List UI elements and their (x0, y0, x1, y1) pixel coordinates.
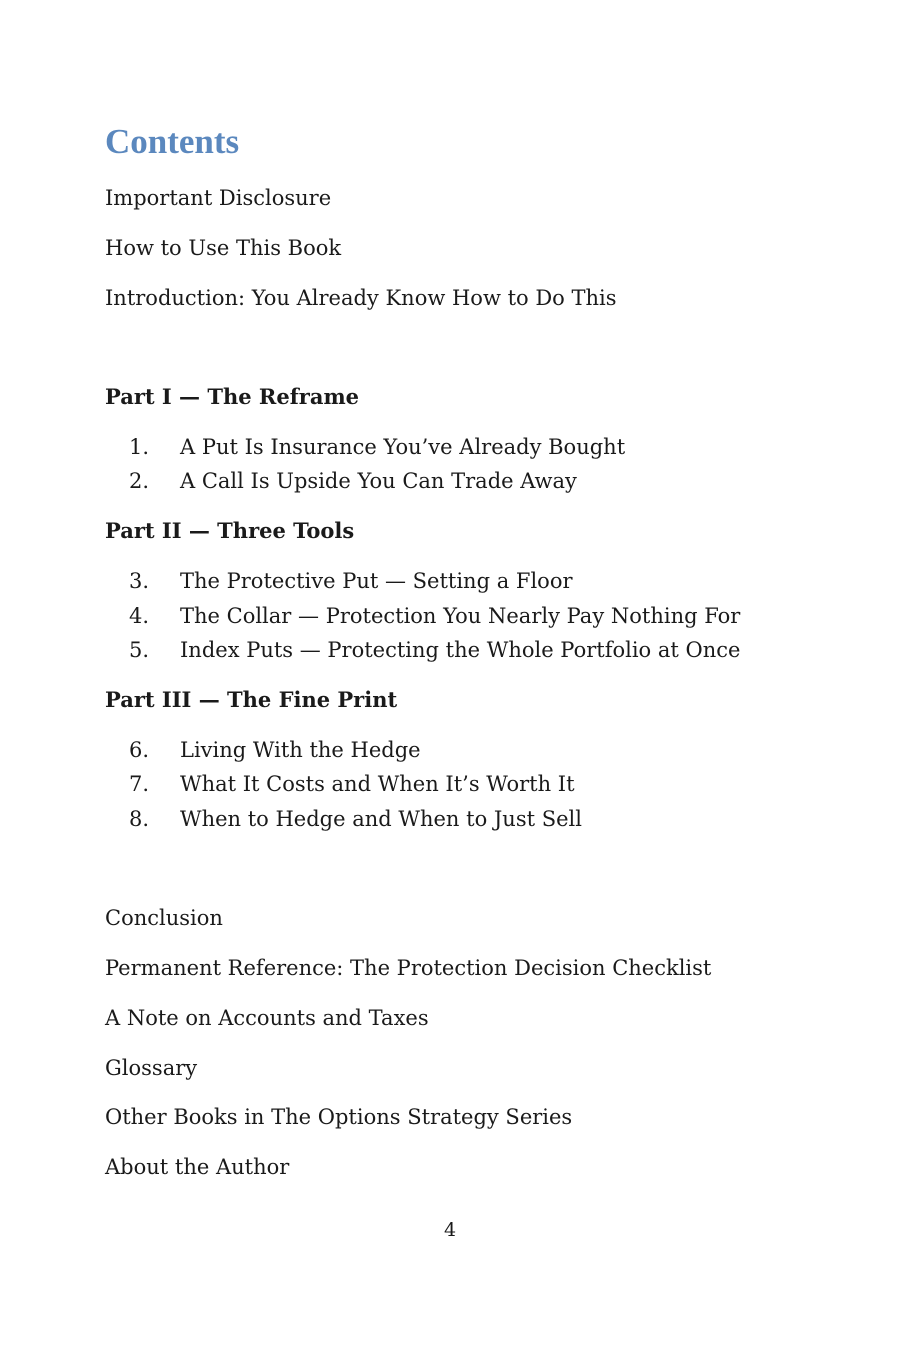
page-title: Contents (105, 122, 240, 161)
part-heading-2[interactable]: Part II — Three Tools (105, 518, 355, 543)
toc-entry-how-to-use[interactable]: How to Use This Book (105, 236, 342, 260)
chapter-number: 5. (128, 638, 149, 662)
part-heading-1[interactable]: Part I — The Reframe (105, 384, 360, 409)
toc-entry-glossary[interactable]: Glossary (105, 1056, 198, 1080)
page-number: 4 (443, 1219, 457, 1241)
chapter-title: Index Puts — Protecting the Whole Portfolio at Once (180, 638, 741, 662)
chapter-title: When to Hedge and When to Just Sell (180, 807, 582, 831)
part-heading-3[interactable]: Part III — The Fine Print (105, 687, 398, 712)
chapter-title: The Protective Put — Setting a Floor (180, 569, 573, 593)
chapter-title: What It Costs and When It’s Worth It (180, 772, 575, 796)
chapter-number: 2. (128, 469, 149, 493)
chapter-title: The Collar — Protection You Nearly Pay Nothing For (180, 604, 741, 628)
toc-entry-introduction[interactable]: Introduction: You Already Know How to Do This (105, 286, 617, 310)
chapter-number: 6. (128, 738, 149, 762)
toc-entry-other-books[interactable]: Other Books in The Options Strategy Series (105, 1105, 573, 1129)
chapter-number: 7. (128, 772, 149, 796)
chapter-number: 4. (128, 604, 149, 628)
toc-entry-accounts-taxes[interactable]: A Note on Accounts and Taxes (105, 1006, 429, 1030)
chapter-number: 3. (128, 569, 149, 593)
toc-entry-about-author[interactable]: About the Author (105, 1155, 290, 1179)
chapter-number: 8. (128, 807, 149, 831)
chapter-title: A Call Is Upside You Can Trade Away (180, 469, 577, 493)
toc-entry-important-disclosure[interactable]: Important Disclosure (105, 186, 332, 210)
chapter-number: 1. (128, 435, 149, 459)
toc-entry-checklist[interactable]: Permanent Reference: The Protection Decision Checklist (105, 956, 712, 980)
chapter-title: A Put Is Insurance You’ve Already Bought (180, 435, 626, 459)
chapter-title: Living With the Hedge (180, 738, 421, 762)
toc-entry-conclusion[interactable]: Conclusion (105, 906, 223, 930)
